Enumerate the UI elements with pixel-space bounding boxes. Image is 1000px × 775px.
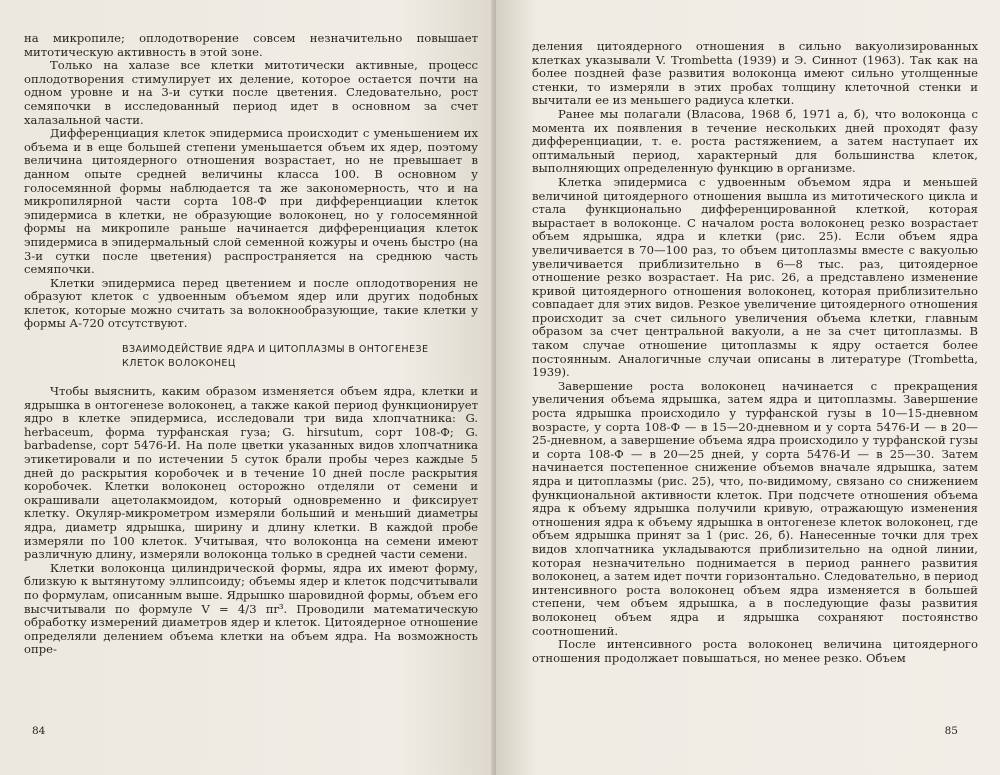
paragraph: Чтобы выяснить, каким образом изменяется объем ядра, клетки и ядрышка в онтогенезе волоконец, а также какой период функционирует ядро в клетке эпидермиса, исследовали три вида хлопчатника: G. herbaceum, форма турфанская гуза; G. hirsutum, сорт 108-Ф; G. barbadense, сорт 5476-И. На поле цветки указанных видов хлопчатника этикетировали и по истечении 5 суток брали пробы через каждые 5 дней до раскрытия коробочек и в течение 10 дней после раскрытия коробочек. Клетки волоконец осторожно отделяли от семени и окрашивали ацетолакмоидом, который одновременно и фиксирует клетку. Окуляр-микрометром измеряли больший и меньший диаметры ядра, диаметр ядрышка, ширину и длину клетки. В каждой пробе измеряли по 100 клеток. Учитывая, что волоконца на семени имеют различную длину, измеряли волоконца только в средней части семени. (24, 384, 478, 562)
right-page (496, 0, 1000, 775)
page-number: 84 (32, 725, 46, 737)
section-heading: ВЗАИМОДЕЙСТВИЕ ЯДРА И ЦИТОПЛАЗМЫ В ОНТОГЕНЕЗЕ КЛЕТОК ВОЛОКОНЕЦ (122, 344, 429, 370)
paragraph: Клетки эпидермиса перед цветением и после оплодотворения не образуют клеток с удвоенным объемом ядер или других подобных клеток, которые можно считать за волокнообразующие, такие клетки у формы А-720 отсутствуют. (24, 275, 478, 331)
paragraph: После интенсивного роста волоконец величина цитоядерного отношения продолжает повышаться, но менее резко. Объем (532, 637, 978, 665)
paragraph: Только на халазе все клетки митотически активные, процесс оплодотворения стимулирует их деление, которое остается почти на одном уровне и на 3-и сутки после цветения. Следовательно, рост семяпочки в исследованный период идет в основном за счет халазальной части. (24, 58, 478, 127)
page-number: 85 (944, 725, 958, 737)
paragraph: Клетка эпидермиса с удвоенным объемом ядра и меньшей величиной цитоядерного отношения вышла из митотического цикла и стала функционально дифференцированной клеткой, которая вырастает в волоконце. С началом роста волоконец резко возрастает объем ядрышка, ядра и клетки (рис. 25). Если объем ядра увеличивается в 70—100 раз, то объем цитоплазмы вместе с вакуолью увеличивается приблизительно в 6—8 тыс. раз, цитоядерное отношение резко возрастает. На рис. 26, а представлено изменение кривой цитоядерного отношения волоконец, которая приблизительно совпадает для этих видов. Резкое увеличение цитоядерного отношения происходит за счет сильного увеличения объема клетки, главным образом за счет центральной вакуоли, а не за счет цитоплазмы. В таком случае отношение цитоплазмы к ядру остается более постоянным. Аналогичные случаи описаны в литературе (Trombetta, 1939). (532, 174, 978, 380)
paragraph: Завершение роста волоконец начинается с прекращения увеличения объема ядрышка, затем ядра и цитоплазмы. Завершение роста ядрышка происходило у турфанской гузы в 10—15-дневном возрасте, у сорта 108-Ф — в 15—20-дневном и у сорта 5476-И — в 20—25-дневном, а завершение объема ядра происходило у турфанской гузы и сорта 108-Ф — в 20—25 дней, у сорта 5476-И — в 25—30. Затем начинается постепенное снижение объемов вначале ядрышка, затем ядра и цитоплазмы (рис. 25), что, по-видимому, связано со снижением функциональной активности клеток. При подсчете отношения объема ядра к объему ядрышка получили кривую, отражающую изменения отношения ядра к объему ядрышка в онтогенезе клеток волоконец, где объем ядрышка принят за 1 (рис. 26, б). Нанесенные точки для трех видов хлопчатника укладываются приблизительно на одной линии, которая незначительно поднимается в период раннего развития волоконец, а затем идет почти горизонтально. Следовательно, в период интенсивного роста волоконец объем ядра изменяется в большей степени, чем объем ядрышка, а в последующие фазы развития волоконец объем ядра и ядрышка сохраняют постоянство соотношений. (532, 378, 978, 638)
paragraph: Дифференциация клеток эпидермиса происходит с уменьшением их объема и в еще большей степени уменьшается объем их ядер, поэтому величина цитоядерного отношения возрастает, но не превышает в данном опыте средней величины класса 100. В основном у голосемянной формы наблюдается та же закономерность, что и на микропилярной части сорта 108-Ф при дифференциации клеток эпидермиса в клетки, не образующие волоконец, но у голосемянной формы на микропиле раньше начинается дифференциация клеток эпидермиса в эпидермальный слой семенной кожуры и очень быстро (на 3-и сутки после цветения) распространяется на среднюю часть семяпочки. (24, 126, 478, 277)
paragraph: Ранее мы полагали (Власова, 1968 б, 1971 а, б), что волоконца с момента их появления в течение нескольких дней проходят фазу дифференциации, т. е. роста растяжением, а затем наступает их оптимальный период, характерный для большинства клеток, выполняющих определенную функцию в организме. (532, 106, 978, 176)
left-page (0, 0, 496, 775)
paragraph: на микропиле; оплодотворение совсем незначительно повышает митотическую активность в этой зоне. (24, 31, 478, 59)
paragraph: деления цитоядерного отношения в сильно вакуолизированных клетках указывали V. Trombetta (1939) и Э. Синнот (1963). Так как на более поздней фазе развития волоконца имеют сильно утолщенные стенки, то измеряли в этих пробах толщину клеточной стенки и вычитали ее из меньшего радиуса клетки. (532, 39, 978, 108)
paragraph: Клетки волоконца цилиндрической формы, ядра их имеют форму, близкую к вытянутому эллипсоиду; объемы ядер и клеток подсчитывали по формулам, описанным выше. Ядрышко шаровидной формы, объем его высчитывали по формуле V = 4/3 πr³. Проводили математическую обработку измерений диаметров ядер и клеток. Цитоядерное отношение определяли делением объема клетки на объем ядра. На возможность опре- (24, 560, 478, 657)
